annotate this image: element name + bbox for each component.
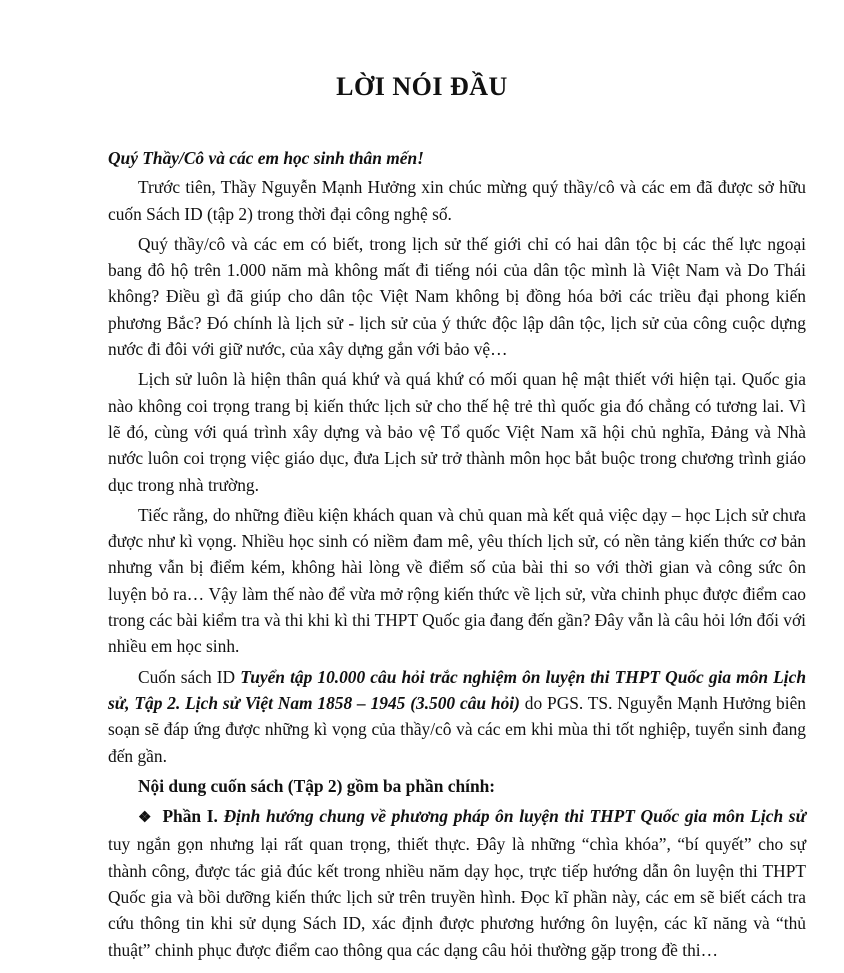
page-title: LỜI NÓI ĐẦU (336, 72, 508, 101)
diamond-bullet-icon: ❖ (138, 810, 153, 827)
book-description: do PGS. TS. Nguyễn Mạnh Hưởng biên soạn sẽ đáp ứng được những kì vọng của thầy/cô và các em khi mùa thi tốt nghiệp, tuyển sinh đang đến gần. (108, 692, 807, 766)
paragraph-book (108, 664, 806, 769)
greeting: Quý Thầy/Cô và các em học sinh thân mến! (108, 148, 424, 168)
paragraph-importance: Lịch sử luôn là hiện thân quá khứ và quá khứ có mối quan hệ mật thiết với hiện tại. Quốc gia nào không coi trọng trang bị kiến thức lịch sử cho thế hệ trẻ thì quốc gia đó chẳng có tương lai. Vì lẽ đó, cùng với quá trình xây dựng và bảo vệ Tổ quốc Việt Nam xã hội chủ nghĩa, Đảng và Nhà nước luôn coi trọng việc giáo dục, đưa Lịch sử trở thành môn học bắt buộc trong chương trình giáo dục trong nhà trường. (108, 369, 806, 495)
paragraph-intro: Trước tiên, Thầy Nguyễn Mạnh Hưởng xin chúc mừng quý thầy/cô và các em đã được sở hữu cuốn Sách ID (tập 2) trong thời đại công nghệ số. (108, 177, 806, 224)
paragraph-part-one (108, 803, 806, 963)
part-one-body: tuy ngắn gọn nhưng lại rất quan trọng, thiết thực. Đây là những “chìa khóa”, “bí quyết” cho sự thành công, được tác giả đúc kết trong nhiều năm dạy học, trực tiếp hướng dẫn ôn luyện thi THPT Quốc gia và bồi dưỡng kiến thức lịch sử trên truyền hình. Đọc kĩ phần này, các em sẽ biết cách tra cứu thông tin khi sử dụng Sách ID, xác định được phương hướng ôn luyện, các kĩ năng và “thủ thuật” chinh phục được điểm cao thông qua các dạng câu hỏi thường gặp trong đề thi… (108, 834, 806, 960)
paragraph-problem: Tiếc rằng, do những điều kiện khách quan và chủ quan mà kết quả việc dạy – học Lịch sử chưa được như kì vọng. Nhiều học sinh có niềm đam mê, yêu thích lịch sử, có nền tảng kiến thức cơ bản nhưng vẫn bị điểm kém, không hài lòng về điểm số của bài thi so với thời gian và công sức ôn luyện bỏ ra… Vậy làm thế nào để vừa mở rộng kiến thức về lịch sử, vừa chinh phục được điểm cao trong các bài kiểm tra và thi khi kì thi THPT Quốc gia đang đến gần? Đây vẫn là câu hỏi lớn đối với nhiều em học sinh. (108, 504, 806, 657)
content-heading: Nội dung cuốn sách (Tập 2) gồm ba phần chính: (138, 775, 496, 796)
part-one-label: Phần I. (162, 806, 218, 827)
book-intro-text: Cuốn sách ID (138, 666, 241, 687)
paragraph-history: Quý thầy/cô và các em có biết, trong lịch sử thế giới chỉ có hai dân tộc bị các thế lực ngoại bang đô hộ trên 1.000 năm mà không mất đi tiếng nói của dân tộc mình là Việt Nam và Do Thái không? Điều gì đã giúp cho dân tộc Việt Nam không bị đồng hóa bởi các triều đại phong kiến phương Bắc? Đó chính là lịch sử - lịch sử của ý thức độc lập dân tộc, lịch sử của công cuộc dựng nước đi đôi với giữ nước, của xây dựng gắn với bảo vệ… (108, 233, 806, 360)
part-one-title: Định hướng chung về phương pháp ôn luyện thi THPT Quốc gia môn Lịch sử (223, 806, 806, 827)
document-body (108, 145, 806, 963)
book-title: Tuyển tập 10.000 câu hỏi trắc nghiệm ôn luyện thi THPT Quốc gia môn Lịch sử, Tập 2. Lịch sử Việt Nam 1858 – 1945 (3.500 câu hỏi) (108, 666, 807, 713)
